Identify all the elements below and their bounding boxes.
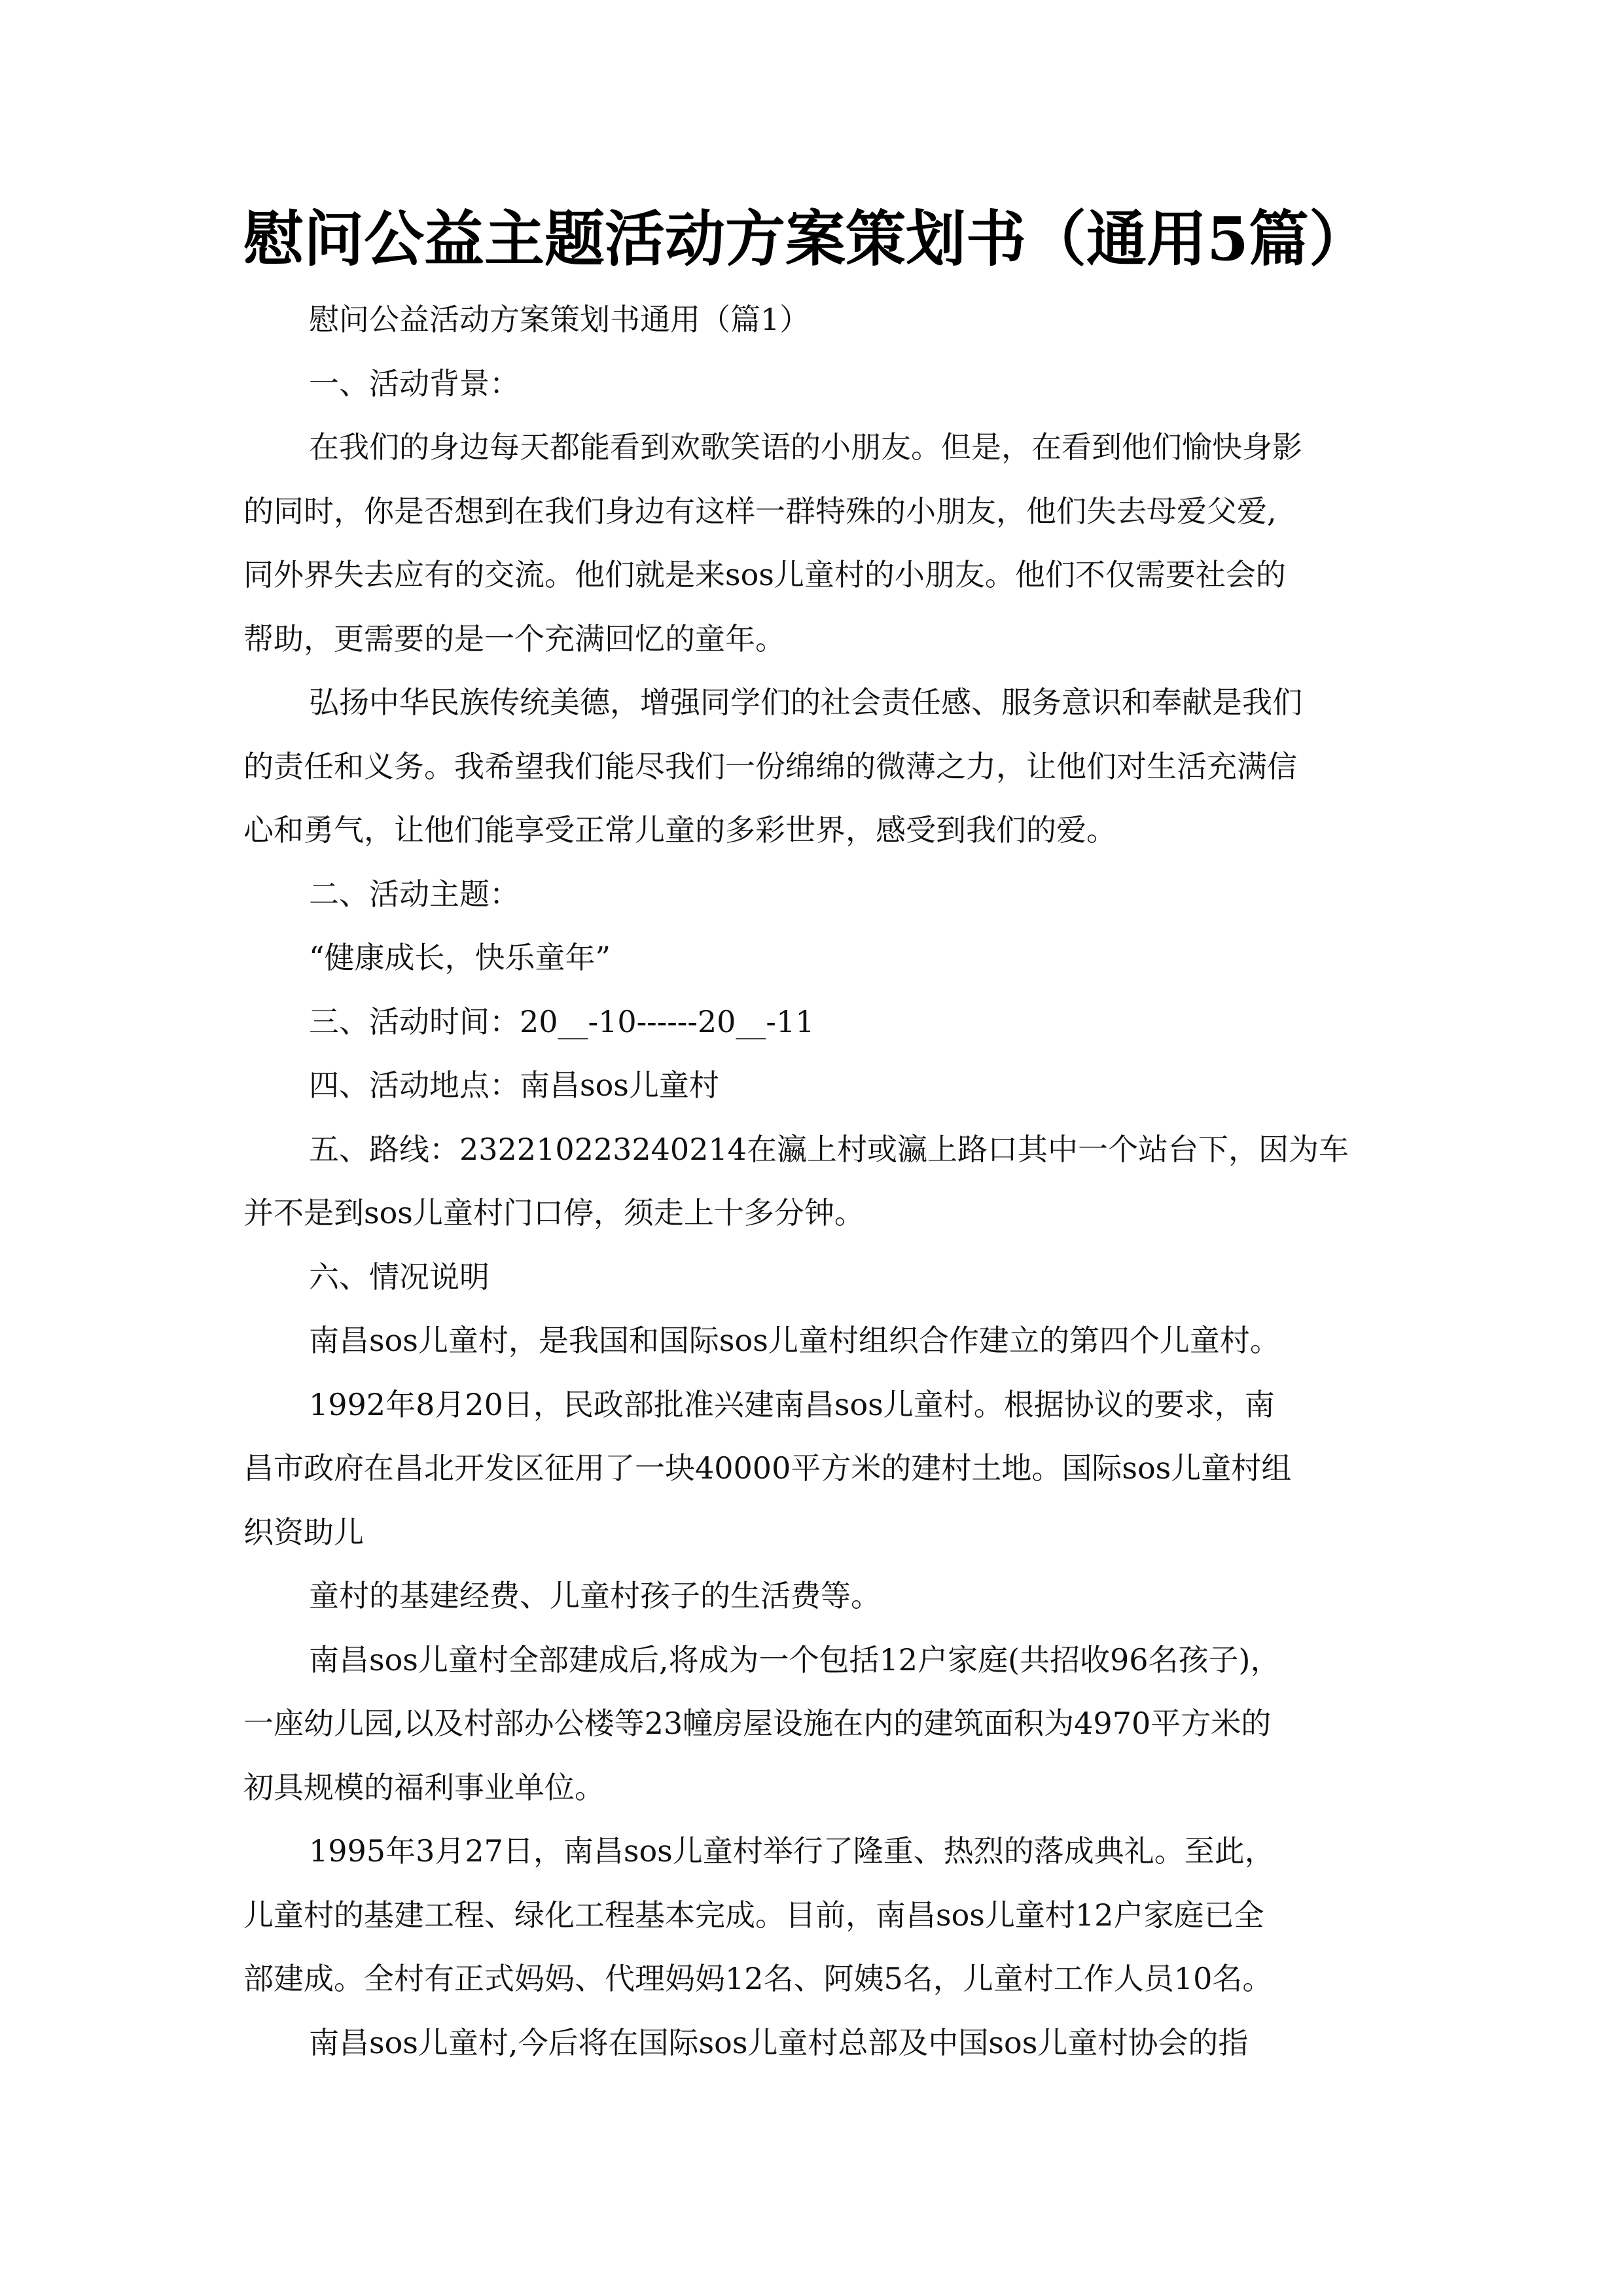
document-line: 弘扬中华民族传统美德，增强同学们的社会责任感、服务意识和奉献是我们	[309, 685, 1302, 720]
document-line: 一座幼儿园,以及村部办公楼等23幢房屋设施在内的建筑面积为4970平方米的	[243, 1706, 1272, 1741]
document-title: 慰问公益主题活动方案策划书（通用5篇）	[243, 204, 1370, 274]
document-body	[243, 288, 1382, 2075]
document-line: 的同时，你是否想到在我们身边有这样一群特殊的小朋友，他们失去母爱父爱,	[243, 493, 1277, 529]
document-line: 昌市政府在昌北开发区征用了一块40000平方米的建村土地。国际sos儿童村组	[243, 1450, 1292, 1486]
document-line: 帮助，更需要的是一个充满回忆的童年。	[243, 620, 785, 656]
document-line: 五、路线：232210223240214在瀛上村或瀛上路口其中一个站台下，因为车	[309, 1131, 1349, 1167]
document-line: 南昌sos儿童村全部建成后,将成为一个包括12户家庭(共招收96名孩子)，	[309, 1641, 1281, 1677]
document-line: 1995年3月27日，南昌sos儿童村举行了隆重、热烈的落成典礼。至此，	[309, 1833, 1275, 1869]
document-line: 同外界失去应有的交流。他们就是来sos儿童村的小朋友。他们不仅需要社会的	[243, 557, 1286, 592]
document-line: 六、情况说明	[309, 1259, 490, 1295]
document-line: 的责任和义务。我希望我们能尽我们一份绵绵的微薄之力，让他们对生活充满信	[243, 748, 1297, 784]
document-line: 童村的基建经费、儿童村孩子的生活费等。	[309, 1578, 881, 1613]
document-line: 并不是到sos儿童村门口停，须走上十多分钟。	[243, 1195, 865, 1230]
document-line: 慰问公益活动方案策划书通用（篇1）	[309, 302, 810, 337]
document-line: 儿童村的基建工程、绿化工程基本完成。目前，南昌sos儿童村12户家庭已全	[243, 1897, 1264, 1933]
document-line: 初具规模的福利事业单位。	[243, 1769, 605, 1805]
document-line: 南昌sos儿童村,今后将在国际sos儿童村总部及中国sos儿童村协会的指	[309, 2024, 1249, 2060]
document-line: 心和勇气，让他们能享受正常儿童的多彩世界，感受到我们的爱。	[243, 812, 1116, 848]
document-line: 在我们的身边每天都能看到欢歌笑语的小朋友。但是，在看到他们愉快身影	[309, 429, 1302, 465]
document-line: 二、活动主题：	[309, 876, 520, 912]
document-line: 部建成。全村有正式妈妈、代理妈妈12名、阿姨5名，儿童村工作人员10名。	[243, 1961, 1273, 1996]
document-line: 一、活动背景：	[309, 365, 520, 401]
document-line: 1992年8月20日，民政部批准兴建南昌sos儿童村。根据协议的要求，南	[309, 1386, 1275, 1422]
document-line: 织资助儿	[243, 1514, 364, 1550]
document-line: 南昌sos儿童村，是我国和国际sos儿童村组织合作建立的第四个儿童村。	[309, 1323, 1280, 1358]
document-line: 四、活动地点：南昌sos儿童村	[309, 1067, 719, 1103]
document-line: 三、活动时间：20__-10------20__-11	[309, 1003, 815, 1039]
document-line: “健康成长，快乐童年”	[309, 940, 611, 975]
